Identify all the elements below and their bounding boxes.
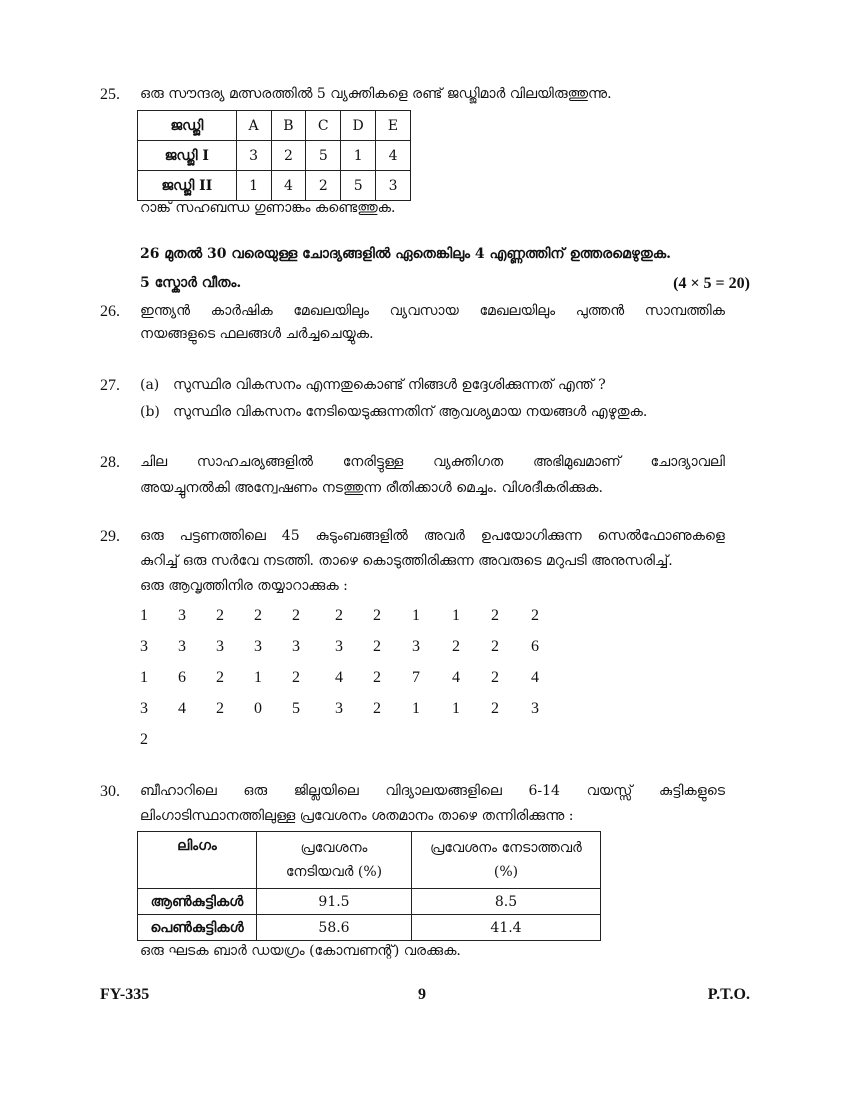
table-header-cell bbox=[412, 832, 601, 889]
question-26-line-2: നയങ്ങളുടെ ഫലങ്ങൾ ചർച്ചചെയ്യുക. bbox=[140, 326, 374, 342]
table-header-cell: ലിംഗം bbox=[138, 832, 257, 889]
data-value: 2 bbox=[216, 669, 224, 686]
section-total: (4 × 5 = 20) bbox=[673, 275, 750, 292]
data-value: 1 bbox=[452, 607, 460, 624]
data-value: 2 bbox=[373, 700, 381, 717]
table-header-cell bbox=[257, 832, 412, 889]
data-value: 3 bbox=[531, 700, 539, 717]
question-27-number: 27. bbox=[100, 377, 120, 394]
table-row bbox=[138, 889, 601, 915]
table-cell: 3 bbox=[236, 141, 271, 171]
data-value: 2 bbox=[373, 607, 381, 624]
data-value: 3 bbox=[335, 638, 343, 655]
table-header-cell: E bbox=[376, 111, 411, 141]
word: അവർ bbox=[423, 528, 465, 544]
data-value: 4 bbox=[452, 669, 460, 686]
word: പുത്തൻ bbox=[575, 303, 625, 319]
table-cell: 5 bbox=[341, 171, 376, 201]
word: ജില്ലയിലെ bbox=[293, 783, 359, 799]
question-29-number: 29. bbox=[100, 528, 120, 545]
header-line: പ്രവേശനം നേടാത്തവർ bbox=[430, 840, 582, 856]
word: കുടുംബങ്ങളിൽ bbox=[315, 528, 408, 544]
word: മേഖലയിലും bbox=[293, 303, 369, 319]
data-value: 1 bbox=[140, 607, 148, 624]
question-25-text: ഒരു സൗന്ദര്യ മത്സരത്തിൽ 5 വ്യക്തികളെ രണ്ട് ജഡ്ജിമാർ വിലയിരുത്തുന്നു. bbox=[140, 86, 612, 102]
table-cell: 58.6 bbox=[257, 915, 412, 941]
data-value: 2 bbox=[335, 607, 343, 624]
table-header-cell: ജഡ്ജി bbox=[138, 111, 237, 141]
data-value: 3 bbox=[216, 638, 224, 655]
section-instruction: 26 മുതൽ 30 വരെയുള്ള ചോദ്യങ്ങളിൽ ഏതെങ്കിലും 4 എണ്ണത്തിന് ഉത്തരമെഴുതുക. bbox=[140, 246, 672, 262]
word: സാമ്പത്തിക bbox=[644, 303, 725, 319]
data-value: 2 bbox=[216, 607, 224, 624]
data-value: 6 bbox=[531, 638, 539, 655]
word: അഭിമുഖമാണ് bbox=[532, 454, 621, 470]
table-row bbox=[138, 915, 601, 941]
please-turn-over: P.T.O. bbox=[707, 986, 750, 1003]
word: ബീഹാറിലെ bbox=[140, 783, 217, 799]
question-30-line-2: ലിംഗാടിസ്ഥാനത്തിലുള്ള പ്രവേശനം ശതമാനം താഴെ തന്നിരിക്കുന്നു : bbox=[140, 808, 574, 824]
question-26-number: 26. bbox=[100, 303, 120, 320]
question-27b-label: (b) bbox=[140, 404, 160, 420]
table-cell: 4 bbox=[376, 141, 411, 171]
data-value: 4 bbox=[178, 700, 186, 717]
table-cell: പെൺകുട്ടികൾ bbox=[138, 915, 257, 941]
word: വ്യക്തിഗത bbox=[433, 454, 504, 470]
data-value: 2 bbox=[491, 700, 499, 717]
data-value: 2 bbox=[373, 669, 381, 686]
table-cell: 5 bbox=[306, 141, 341, 171]
data-value: 6 bbox=[178, 669, 186, 686]
question-28-line-1 bbox=[140, 454, 725, 470]
question-28-number: 28. bbox=[100, 454, 120, 471]
data-value: 3 bbox=[412, 638, 420, 655]
header-line: പ്രവേശനം bbox=[300, 840, 368, 856]
table-cell: 1 bbox=[341, 141, 376, 171]
word: 6-14 bbox=[528, 783, 560, 799]
table-cell: 91.5 bbox=[257, 889, 412, 915]
section-marks: 5 സ്കോർ വീതം. bbox=[140, 275, 242, 291]
question-25-number: 25. bbox=[100, 86, 120, 103]
data-value: 2 bbox=[531, 607, 539, 624]
question-27b-text: സുസ്ഥിര വികസനം നേടിയെടുക്കുന്നതിന് ആവശ്യമായ നയങ്ങൾ എഴുതുക. bbox=[173, 404, 648, 420]
data-value: 1 bbox=[412, 607, 420, 624]
data-value: 2 bbox=[292, 607, 300, 624]
table-cell: 8.5 bbox=[412, 889, 601, 915]
data-value: 3 bbox=[140, 700, 148, 717]
table-cell: ആൺകുട്ടികൾ bbox=[138, 889, 257, 915]
table-header-cell: B bbox=[271, 111, 306, 141]
word: മേഖലയിലും bbox=[479, 303, 556, 319]
data-value: 3 bbox=[178, 607, 186, 624]
question-30-line-1 bbox=[140, 783, 725, 799]
data-value: 3 bbox=[254, 638, 262, 655]
word: ഇന്ത്യൻ bbox=[140, 303, 191, 319]
question-25-instruction: റാങ്ക് സഹബന്ധ ഗുണാങ്കം കണ്ടെത്തുക. bbox=[140, 200, 396, 216]
table-row bbox=[138, 141, 411, 171]
data-value: 4 bbox=[531, 669, 539, 686]
page-number: 9 bbox=[418, 986, 426, 1003]
data-value: 2 bbox=[491, 638, 499, 655]
word: ഉപയോഗിക്കുന്ന bbox=[480, 528, 582, 544]
table-cell: 2 bbox=[271, 141, 306, 171]
word: ഒരു bbox=[243, 783, 268, 799]
data-value: 2 bbox=[216, 700, 224, 717]
question-28-line-2: അയച്ചുനൽകി അന്വേഷണം നടത്തുന്ന രീതിക്കാൾ മെച്ചം. വിശദീകരിക്കുക. bbox=[140, 480, 603, 496]
question-30-instruction: ഒരു ഘടക ബാർ ഡയഗ്രം (കോമ്പണന്റ്) വരക്കുക. bbox=[140, 943, 461, 959]
enrollment-table bbox=[137, 831, 601, 941]
data-value: 1 bbox=[452, 700, 460, 717]
header-line: നേടിയവർ (%) bbox=[285, 864, 383, 880]
word: വിദ്യാലയങ്ങളിലെ bbox=[385, 783, 502, 799]
word: കാർഷിക bbox=[210, 303, 273, 319]
table-cell: ജഡ്ജി II bbox=[138, 171, 237, 201]
word: ചില bbox=[140, 454, 168, 470]
word: 45 bbox=[281, 528, 300, 544]
data-value: 2 bbox=[254, 607, 262, 624]
data-value: 2 bbox=[452, 638, 460, 655]
question-26-line-1 bbox=[140, 303, 725, 319]
question-30-number: 30. bbox=[100, 783, 120, 800]
word: ഒരു bbox=[140, 528, 164, 544]
table-cell: 41.4 bbox=[412, 915, 601, 941]
question-29-line-3: ഒരു ആവൃത്തിനിര തയ്യാറാക്കുക : bbox=[140, 578, 348, 594]
data-value: 0 bbox=[254, 700, 262, 717]
table-row bbox=[138, 832, 601, 889]
word: സെൽഫോണുകളെ bbox=[597, 528, 725, 544]
data-value: 1 bbox=[140, 669, 148, 686]
question-27a-label: (a) bbox=[140, 377, 160, 393]
table-cell: 3 bbox=[376, 171, 411, 201]
table-header-cell: A bbox=[236, 111, 271, 141]
data-value: 3 bbox=[335, 700, 343, 717]
data-value: 3 bbox=[140, 638, 148, 655]
word: പട്ടണത്തിലെ bbox=[179, 528, 266, 544]
data-value: 2 bbox=[491, 669, 499, 686]
table-row bbox=[138, 171, 411, 201]
header-line: (%) bbox=[493, 864, 519, 880]
table-cell: ജഡ്ജി I bbox=[138, 141, 237, 171]
table-cell: 1 bbox=[236, 171, 271, 201]
data-value: 3 bbox=[292, 638, 300, 655]
table-cell: 4 bbox=[271, 171, 306, 201]
data-value: 4 bbox=[335, 669, 343, 686]
data-value: 2 bbox=[373, 638, 381, 655]
word: വ്യവസായ bbox=[389, 303, 459, 319]
word: സാഹചര്യങ്ങളിൽ bbox=[196, 454, 313, 470]
table-cell: 2 bbox=[306, 171, 341, 201]
data-value: 1 bbox=[254, 669, 262, 686]
table-row bbox=[138, 111, 411, 141]
word: കുട്ടികളുടെ bbox=[658, 783, 725, 799]
question-29-line-2: കുറിച്ച് ഒരു സർവേ നടത്തി. താഴെ കൊടുത്തിരിക്കുന്ന അവരുടെ മറുപടി അനുസരിച്ച്. bbox=[140, 553, 673, 569]
data-value: 2 bbox=[292, 669, 300, 686]
word: ചോദ്യാവലി bbox=[650, 454, 725, 470]
judges-table bbox=[137, 110, 411, 201]
data-value: 2 bbox=[140, 731, 148, 748]
question-27a-text: സുസ്ഥിര വികസനം എന്നതുകൊണ്ട് നിങ്ങൾ ഉദ്ദേശിക്കുന്നത് എന്ത് ? bbox=[173, 377, 606, 393]
word: വയസ്സ് bbox=[586, 783, 633, 799]
data-value: 7 bbox=[412, 669, 420, 686]
paper-code: FY-335 bbox=[100, 986, 150, 1003]
word: നേരിട്ടുള്ള bbox=[342, 454, 404, 470]
data-value: 2 bbox=[491, 607, 499, 624]
table-header-cell: D bbox=[341, 111, 376, 141]
data-value: 1 bbox=[412, 700, 420, 717]
data-value: 5 bbox=[292, 700, 300, 717]
data-value: 3 bbox=[178, 638, 186, 655]
table-header-cell: C bbox=[306, 111, 341, 141]
question-29-line-1 bbox=[140, 528, 725, 544]
